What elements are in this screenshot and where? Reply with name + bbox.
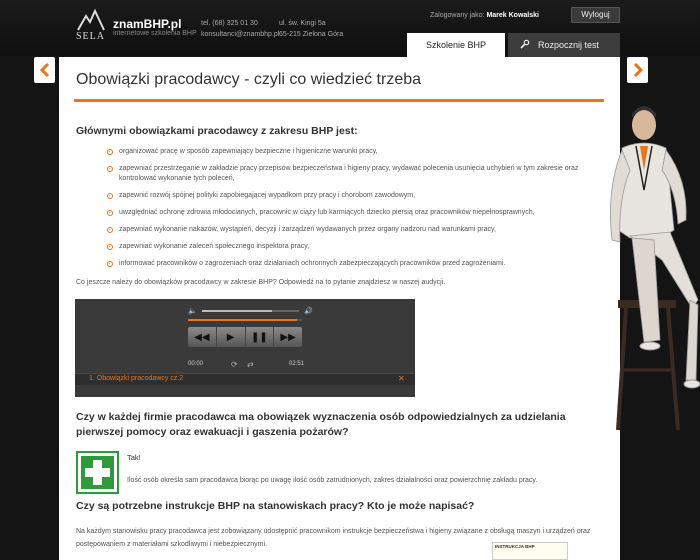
contact-phone-email: [201, 18, 279, 40]
contact-city: 65-215 Zielona Góra: [279, 31, 344, 38]
list-item: [107, 164, 587, 184]
bullet-icon: [107, 149, 113, 155]
list-item-text: zapewnić rozwój spójnej polityki zapobiegającej wypadkom przy pracy i chorobom zawodowym,: [119, 192, 416, 199]
list-item: [107, 225, 587, 235]
list-item: [107, 191, 587, 201]
list-item: [107, 208, 587, 218]
pause-button[interactable]: [246, 327, 275, 347]
logged-prefix: Zalogowany jako:: [430, 12, 485, 19]
businessman-illustration: [600, 100, 700, 440]
brand-subtitle: internetowe szkolenia BHP: [113, 30, 197, 37]
contact-phone: tel. (68) 325 01 30: [201, 20, 258, 27]
list-item-text: zapewniać wykonanie zaleceń społecznego inspektora pracy,: [119, 243, 310, 250]
section-heading: Głównymi obowiązkami pracodawcy z zakresu BHP jest:: [76, 125, 358, 137]
contact-street: ul. św. Kingi 5a: [279, 20, 326, 27]
page-title: Obowiązki pracodawcy - czyli co wiedzieć trzeba: [76, 71, 422, 88]
play-button[interactable]: [217, 327, 246, 347]
playlist-track[interactable]: 1. Obowiązki pracodawcy cz.2: [89, 375, 184, 382]
answer-text: Ilość osób określa sam pracodawca biorąc po uwagę ilość osób zatrudnionych, zakres działalności oraz powierzchnię zakładu pracy.: [127, 477, 538, 484]
remove-track-icon[interactable]: ✕: [398, 374, 405, 383]
title-divider: [74, 99, 604, 102]
bullet-icon: [107, 244, 113, 250]
time-total: 02:51: [289, 361, 305, 367]
forward-button[interactable]: [274, 327, 302, 347]
list-item: [107, 259, 587, 269]
start-test-button[interactable]: [508, 33, 620, 57]
forward-icon: ▶▶: [280, 331, 296, 343]
list-item: [107, 147, 587, 157]
tab-training[interactable]: Szkolenie BHP: [407, 33, 505, 57]
duties-list: [107, 147, 587, 276]
playlist: [75, 373, 415, 385]
rewind-button[interactable]: [188, 327, 217, 347]
question-instructions: Czy są potrzebne instrukcje BHP na stanowiskach pracy? Kto je może napisać?: [76, 500, 475, 512]
list-item-text: informować pracowników o zagrożeniach oraz działaniach ochronnych zabezpieczających pracowników przed zagrożeniami.: [119, 260, 506, 267]
logged-in-info: [430, 12, 539, 19]
volume-level: [202, 310, 272, 312]
volume-low-icon[interactable]: 🔈: [188, 308, 197, 315]
question-first-aid: Czy w każdej firmie pracodawca ma obowiązek wyznaczenia osób odpowiedzialnych za udzielania pierwszej pomocy oraz ewakuacji i gaszenia pożarów?: [76, 411, 566, 438]
user-name: Marek Kowalski: [486, 12, 539, 19]
chevron-left-icon: [40, 63, 50, 77]
contact-address: [279, 18, 343, 40]
first-aid-icon: [76, 451, 119, 494]
logo-text: SELA: [76, 31, 105, 42]
progress-fill: [188, 319, 297, 321]
bullet-icon: [107, 227, 113, 233]
bullet-icon: [107, 261, 113, 267]
prev-page-button[interactable]: [34, 57, 55, 83]
list-item: [107, 242, 587, 252]
play-icon: ▶: [226, 331, 235, 343]
list-item-text: uwzględniać ochronę zdrowia młodocianych, pracownic w ciąży lub karmiących dziecko piersią oraz pracowników niepełnosprawnych,: [119, 209, 535, 216]
document-thumbnail-title: INSTRUKCJA BHP: [495, 544, 535, 549]
pause-icon: ❚❚: [250, 331, 268, 343]
shuffle-icon[interactable]: ⇄: [247, 360, 254, 369]
wrench-icon: [519, 39, 530, 50]
audio-player: [75, 299, 415, 397]
content-panel: [59, 57, 620, 560]
contact-email[interactable]: konsultanci@znambhp.pl: [201, 31, 280, 38]
rewind-icon: ◀◀: [194, 331, 210, 343]
player-controls: [188, 327, 302, 347]
intro-text: Co jeszcze należy do obowiązków pracodawcy w zakresie BHP? Odpowiedź na to pytanie znajdziesz w naszej audycji.: [76, 279, 446, 286]
start-test-label: Rozpocznij test: [538, 40, 600, 50]
instructions-paragraph: Na każdym stanowisku pracy pracodawca jest zobowiązany udostępnić pracownikom instrukcje bezpieczeństwa i higieny związane z obsługą maszyn i urządzeń oraz postępowaniem z materiałami szkodliwymi i niebezpiecznymi.: [76, 528, 591, 548]
logout-button[interactable]: Wyloguj: [571, 7, 620, 23]
list-item-text: organizować pracę w sposób zapewniający bezpieczne i higieniczne warunki pracy,: [119, 148, 378, 155]
bullet-icon: [107, 210, 113, 216]
answer-yes: Tak!: [127, 453, 141, 462]
chevron-right-icon: [633, 63, 643, 77]
volume-high-icon[interactable]: 🔊: [304, 308, 313, 315]
bullet-icon: [107, 193, 113, 199]
bullet-icon: [107, 166, 113, 172]
repeat-icon[interactable]: ⟳: [231, 360, 238, 369]
list-item-text: zapewniać przestrzeganie w zakładzie pracy przepisów bezpieczeństwa i higieny pracy, wydawać polecenia usunięcia uchybień w tym zakresie oraz kontrolować wykonanie tych poleceń,: [119, 165, 579, 182]
brand-name[interactable]: znamBHP.pl: [113, 17, 182, 31]
list-item-text: zapewniać wykonanie nakazów, wystąpień, decyzji i zarządzeń wydawanych przez organy nadzoru nad warunkami pracy,: [119, 226, 496, 233]
time-elapsed: 00:00: [188, 361, 204, 367]
next-page-button[interactable]: [627, 57, 648, 83]
